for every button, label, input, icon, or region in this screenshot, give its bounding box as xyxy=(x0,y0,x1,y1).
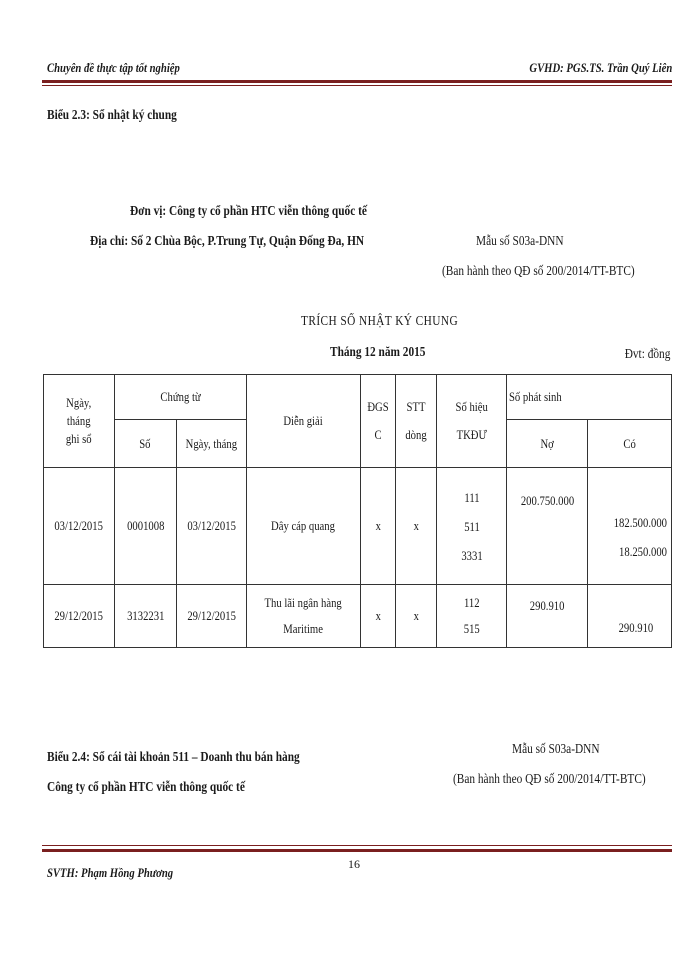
row1-accounts: 111 511 3331 xyxy=(437,468,507,585)
row1-stt: x xyxy=(396,468,437,585)
table-row xyxy=(44,585,672,648)
form-code-23: Mẫu số S03a-DNN xyxy=(476,233,564,248)
row1-debit: 200.750.000 xyxy=(507,468,588,585)
table-row xyxy=(44,468,672,585)
journal-title: TRÍCH SỔ NHẬT KÝ CHUNG xyxy=(301,313,459,328)
row2-date: 29/12/2015 xyxy=(44,585,115,648)
journal-period: Tháng 12 năm 2015 xyxy=(330,344,426,359)
form-issued-23: (Ban hành theo QĐ số 200/2014/TT-BTC) xyxy=(442,263,635,278)
header-voucher-date: Ngày, tháng xyxy=(176,420,246,468)
journal-unit: Đvt: đồng xyxy=(624,346,670,361)
row1-voucher-no: 0001008 xyxy=(114,468,176,585)
row2-dgsc: x xyxy=(360,585,396,648)
header-right-advisor: GVHD: PGS.TS. Trần Quý Liên xyxy=(529,60,672,75)
row2-description: Thu lãi ngân hàng Maritime xyxy=(246,585,360,648)
row1-credit: 182.500.000 18.250.000 xyxy=(588,468,672,585)
row2-voucher-date: 29/12/2015 xyxy=(176,585,246,648)
caption-bieu-2-3: Biểu 2.3: Sổ nhật ký chung xyxy=(47,107,177,122)
header-left-title: Chuyên đề thực tập tốt nghiệp xyxy=(47,60,180,75)
footer-rule-thin xyxy=(42,845,672,846)
header-rule-thick xyxy=(42,80,672,83)
header-account: Số hiệu TKĐƯ xyxy=(437,375,507,468)
form-code-24: Mẫu số S03a-DNN xyxy=(512,741,600,756)
footer-student: SVTH: Phạm Hồng Phương xyxy=(47,865,174,880)
caption-bieu-2-4: Biểu 2.4: Sổ cái tài khoản 511 – Doanh thu bán hàng xyxy=(47,749,300,764)
footer-rule-thick xyxy=(42,849,672,852)
row1-dgsc: x xyxy=(360,468,396,585)
company-name-24: Công ty cổ phần HTC viễn thông quốc tế xyxy=(47,779,245,794)
header-voucher-no: Số xyxy=(114,420,176,468)
header-date: Ngày, tháng ghi sổ xyxy=(44,375,115,468)
header-credit: Có xyxy=(588,420,672,468)
header-amount: Số phát sinh xyxy=(507,375,672,420)
header-dgsc: ĐGS C xyxy=(360,375,396,468)
header-debit: Nợ xyxy=(507,420,588,468)
row1-description: Dây cáp quang xyxy=(246,468,360,585)
footer-page-number: 16 xyxy=(348,857,360,871)
row1-voucher-date: 03/12/2015 xyxy=(176,468,246,585)
header-rule-thin xyxy=(42,85,672,86)
form-issued-24: (Ban hành theo QĐ số 200/2014/TT-BTC) xyxy=(453,771,646,786)
header-description: Diễn giải xyxy=(246,375,360,468)
company-address: Địa chỉ: Số 2 Chùa Bộc, P.Trung Tự, Quận Đống Đa, HN xyxy=(90,233,365,248)
journal-table xyxy=(43,374,672,648)
row2-debit: 290.910 xyxy=(507,585,588,648)
row2-accounts: 112 515 xyxy=(437,585,507,648)
header-stt: STT dòng xyxy=(396,375,437,468)
company-unit: Đơn vị: Công ty cổ phần HTC viễn thông quốc tế xyxy=(130,203,367,218)
row1-date: 03/12/2015 xyxy=(44,468,115,585)
row2-stt: x xyxy=(396,585,437,648)
row2-voucher-no: 3132231 xyxy=(114,585,176,648)
header-voucher: Chứng từ xyxy=(114,375,246,420)
row2-credit: 290.910 xyxy=(588,585,672,648)
